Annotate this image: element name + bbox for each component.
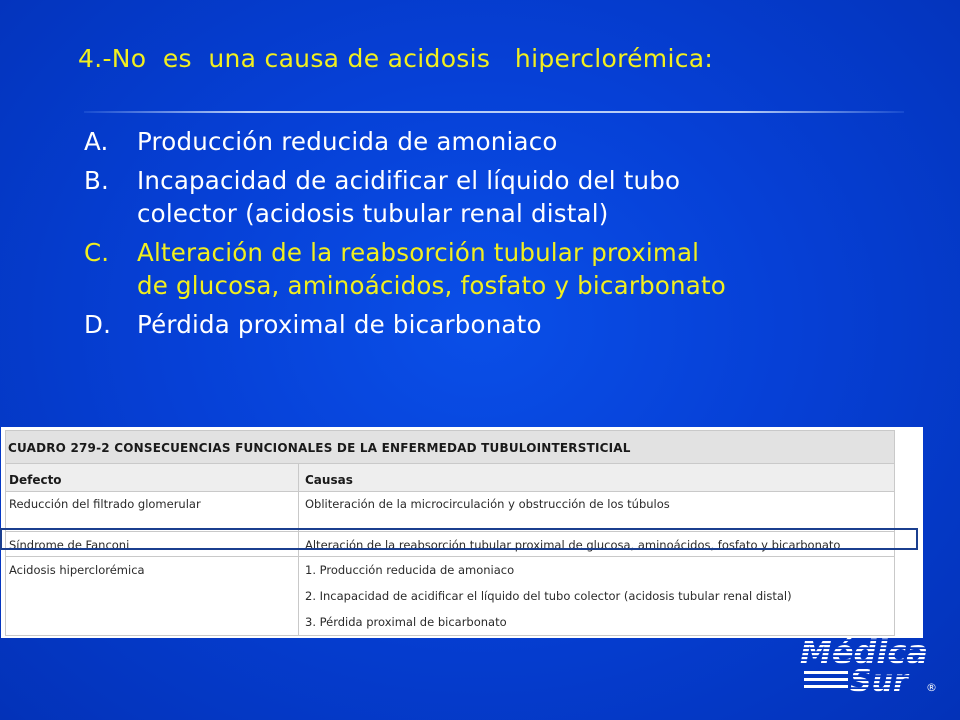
option-letter: C. <box>84 238 110 267</box>
row-divider <box>6 556 894 557</box>
option-letter: B. <box>84 166 109 195</box>
table-cell-causa: Alteración de la reabsorción tubular proximal de glucosa, aminoácidos, fosfato y bicarbonato <box>305 538 841 552</box>
table-cell-causa: 2. Incapacidad de acidificar el líquido del tubo colector (acidosis tubular renal distal) <box>305 589 792 603</box>
option-text-line: Incapacidad de acidificar el líquido del tubo <box>137 166 681 195</box>
logo-text-medica: Médica <box>800 633 928 671</box>
option-letter: A. <box>84 127 109 156</box>
table-cell-defecto: Acidosis hiperclorémica <box>9 563 145 577</box>
table-cell-defecto: Síndrome de Fanconi <box>9 538 130 552</box>
option-letter: D. <box>84 310 112 339</box>
title-divider <box>84 111 904 113</box>
answer-option-b <box>84 164 904 230</box>
logo-registered-mark: ® <box>926 681 937 694</box>
option-text-line: colector (acidosis tubular renal distal) <box>137 199 609 228</box>
medica-sur-logo <box>798 633 938 695</box>
table-cell-causa: 1. Producción reducida de amoniaco <box>305 563 515 577</box>
table-caption: CUADRO 279-2 CONSECUENCIAS FUNCIONALES DE LA ENFERMEDAD TUBULOINTERSTICIAL <box>8 441 631 455</box>
option-text-line: de glucosa, aminoácidos, fosfato y bicarbonato <box>137 271 726 300</box>
answer-option-c <box>84 236 904 302</box>
answer-option-a <box>84 125 904 158</box>
option-text-line: Alteración de la reabsorción tubular proximal <box>137 238 700 267</box>
table-cell-causa: Obliteración de la microcirculación y obstrucción de los túbulos <box>305 497 670 511</box>
table-header-defecto: Defecto <box>9 473 62 487</box>
logo-text-sur: Sur <box>850 664 908 695</box>
slide-title: 4.-No es una causa de acidosis hiperclorémica: <box>78 44 714 73</box>
table-cell-causa: 3. Pérdida proximal de bicarbonato <box>305 615 507 629</box>
answer-option-d <box>84 308 904 341</box>
table-cell-defecto: Reducción del filtrado glomerular <box>9 497 201 511</box>
answer-options-list <box>84 125 904 347</box>
table-header-causas: Causas <box>305 473 353 487</box>
option-text-line: Pérdida proximal de bicarbonato <box>137 310 542 339</box>
table-caption-bar <box>6 431 894 464</box>
option-text-line: Producción reducida de amoniaco <box>137 127 558 156</box>
fanconi-row-highlight <box>0 528 918 550</box>
table-header-row <box>6 464 894 492</box>
